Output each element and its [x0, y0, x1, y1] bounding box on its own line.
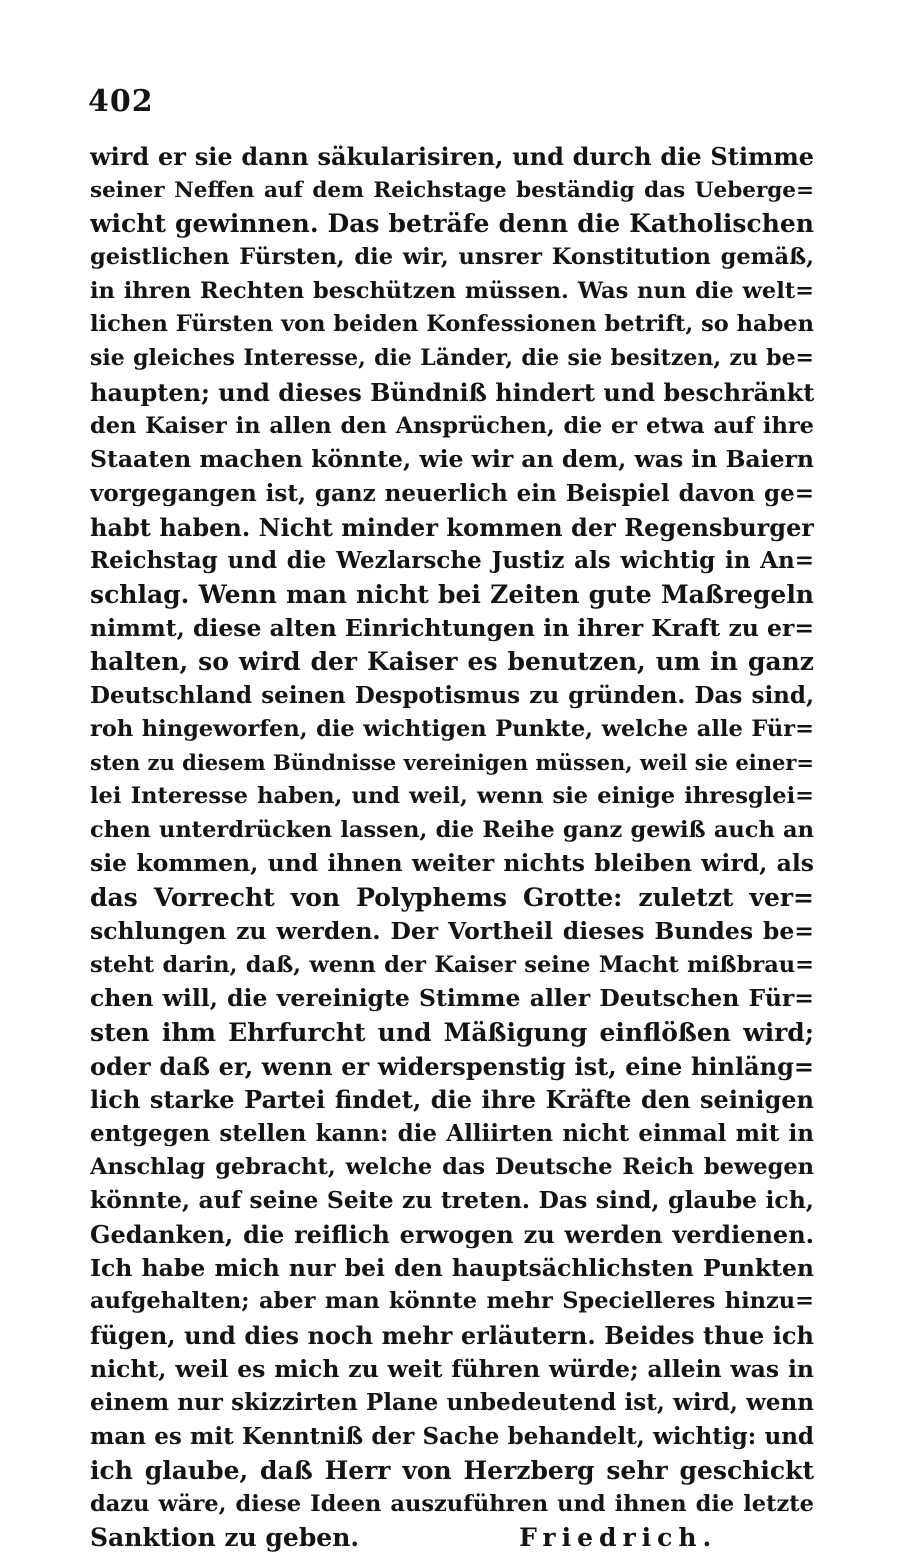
text-line: wicht gewinnen. Das beträfe denn die Katholischen [90, 209, 814, 239]
text-line: das Vorrecht von Polyphems Grotte: zuletzt ver= [90, 883, 814, 913]
text-line: Ich habe mich nur bei den hauptsächlichsten Punkten [90, 1253, 814, 1282]
text-line: nimmt, diese alten Einrichtungen in ihrer Kraft zu er= [90, 613, 814, 642]
text-line: habt haben. Nicht minder kommen der Regensburger [90, 512, 814, 542]
text-line: lich starke Partei findet, die ihre Kräfte den seinigen [90, 1085, 814, 1115]
text-line: oder daß er, wenn er widerspenstig ist, eine hinläng= [90, 1051, 814, 1081]
text-line: fügen, und dies noch mehr erläutern. Beides thue ich [90, 1321, 814, 1351]
text-line: halten, so wird der Kaiser es benutzen, um in ganz [90, 647, 814, 677]
text-line: aufgehalten; aber man könnte mehr Specielleres hinzu= [90, 1288, 814, 1315]
closing-text: Sanktion zu geben. [90, 1523, 360, 1553]
text-line: den Kaiser in allen den Ansprüchen, die er etwa auf ihre [90, 412, 814, 439]
text-line: nicht, weil es mich zu weit führen würde; allein was in [90, 1354, 814, 1383]
text-line: chen unterdrücken lassen, die Reihe ganz gewiß auch an [90, 816, 814, 843]
text-line: schlag. Wenn man nicht bei Zeiten gute Maßregeln [90, 579, 814, 609]
text-line: könnte, auf seine Seite zu treten. Das sind, glaube ich, [90, 1186, 814, 1215]
text-line: wird er sie dann säkularisiren, und durch die Stimme [90, 142, 814, 171]
text-line: ich glaube, daß Herr von Herzberg sehr geschickt [90, 1455, 814, 1485]
text-line: vorgegangen ist, ganz neuerlich ein Beispiel davon ge= [90, 479, 814, 507]
text-line: Reichstag und die Wezlarsche Justiz als wichtig in An= [90, 547, 814, 575]
body-text [90, 140, 814, 1555]
text-line: in ihren Rechten beschützen müssen. Was nun die welt= [90, 277, 814, 304]
text-line: Deutschland seinen Despotismus zu gründen. Das sind, [90, 682, 814, 709]
text-line: man es mit Kenntniß der Sache behandelt, wichtig: und [90, 1423, 814, 1451]
text-line: lei Interesse haben, und weil, wenn sie einige ihresglei= [90, 783, 814, 810]
text-line: einem nur skizzirten Plane unbedeutend ist, wird, wenn [90, 1389, 814, 1417]
text-line: steht darin, daß, wenn der Kaiser seine Macht mißbrau= [90, 951, 814, 978]
text-line: Anschlag gebracht, welche das Deutsche Reich bewegen [90, 1153, 814, 1180]
text-line: sten ihm Ehrfurcht und Mäßigung einflößen wird; [90, 1017, 814, 1047]
text-line: seiner Neffen auf dem Reichstage beständig das Ueberge= [90, 177, 814, 203]
text-line: haupten; und dieses Bündniß hindert und beschränkt [90, 377, 814, 407]
closing-line [90, 1521, 814, 1555]
page-number: 402 [88, 84, 154, 119]
text-line: schlungen zu werden. Der Vortheil dieses Bundes be= [90, 916, 814, 945]
text-line: Gedanken, die reiflich erwogen zu werden verdienen. [90, 1220, 814, 1249]
text-line: entgegen stellen kann: die Alliirten nicht einmal mit in [90, 1119, 814, 1147]
text-line: lichen Fürsten von beiden Konfessionen betrift, so haben [90, 311, 814, 338]
text-line: Staaten machen könnte, wie wir an dem, was in Baiern [90, 445, 814, 474]
text-line: geistlichen Fürsten, die wir, unsrer Konstitution gemäß, [90, 244, 814, 271]
text-line: sten zu diesem Bündnisse vereinigen müssen, weil sie einer= [90, 750, 814, 776]
text-line: dazu wäre, diese Ideen auszuführen und ihnen die letzte [90, 1490, 814, 1517]
text-line: chen will, die vereinigte Stimme aller Deutschen Für= [90, 984, 814, 1013]
text-line: roh hingeworfen, die wichtigen Punkte, welche alle Für= [90, 715, 814, 742]
text-line: sie kommen, und ihnen weiter nichts bleiben wird, als [90, 849, 814, 878]
signature: Friedrich. [519, 1523, 718, 1553]
text-line: sie gleiches Interesse, die Länder, die sie besitzen, zu be= [90, 345, 814, 372]
